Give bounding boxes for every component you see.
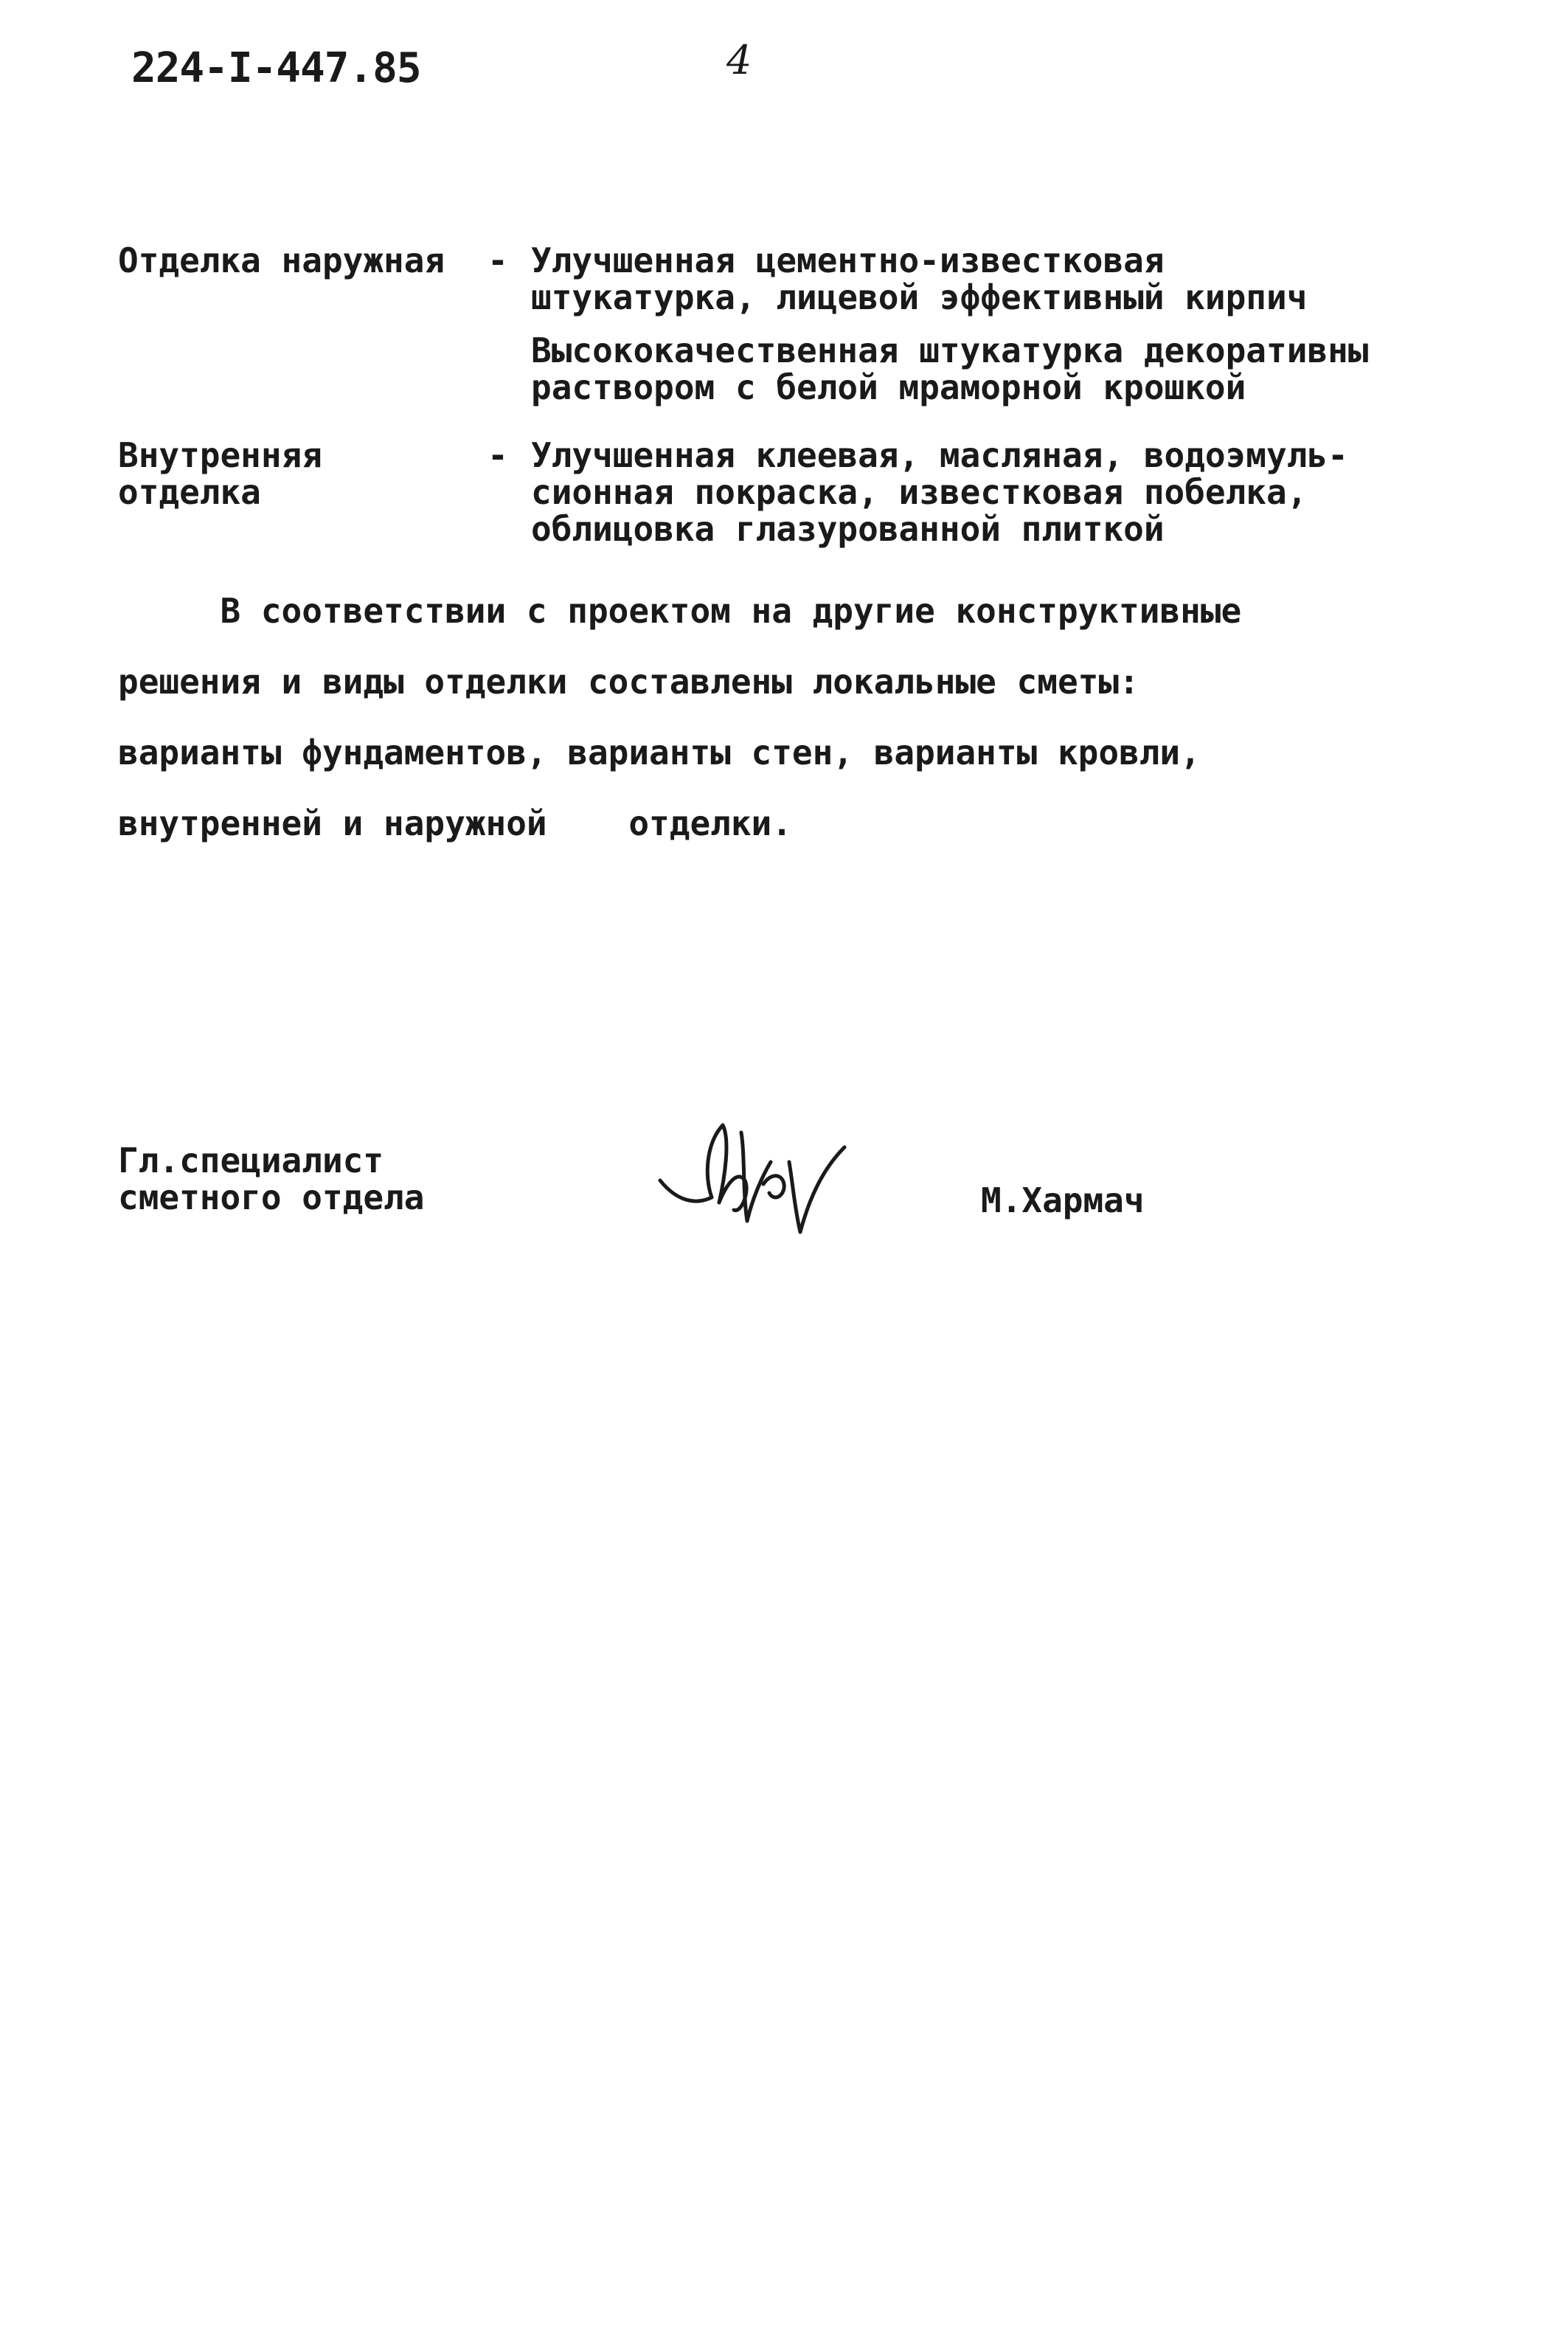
signer-name: М.Хармач	[981, 1180, 1145, 1220]
paragraph-line: варианты фундаментов, варианты стен, варианты кровли,	[118, 733, 1201, 772]
document-code: 224-I-447.85	[131, 44, 421, 92]
paragraph-line: В соответствии с проектом на другие конструктивные	[118, 591, 1242, 631]
paragraph-line: внутренней и наружной отделки.	[118, 803, 792, 843]
finish-description: Улучшенная клеевая, масляная, водоэмуль- сионная покраска, известковая побелка, облицовка глазурованной плиткой	[531, 435, 1348, 549]
handwritten-signature	[653, 1110, 852, 1251]
paragraph-line: решения и виды отделки составлены локальные сметы:	[118, 662, 1139, 702]
finish-dash: -	[488, 241, 508, 280]
finish-label: Отделка наружная	[118, 241, 445, 280]
signer-title-line: Гл.специалист	[118, 1141, 384, 1180]
finish-description: Улучшенная цементно-известковая штукатурка, лицевой эффективный кирпич	[531, 241, 1308, 317]
signer-title	[118, 1142, 561, 1216]
body-paragraph	[118, 575, 1372, 859]
signer-title-line: сметного отдела	[118, 1177, 425, 1217]
finish-label: Внутренняя отделка	[118, 435, 322, 512]
finish-dash: -	[488, 435, 508, 475]
finish-description-extra: Высококачественная штукатурка декоративны раствором с белой мраморной крошкой	[531, 331, 1369, 407]
page-number: 4	[726, 37, 752, 83]
